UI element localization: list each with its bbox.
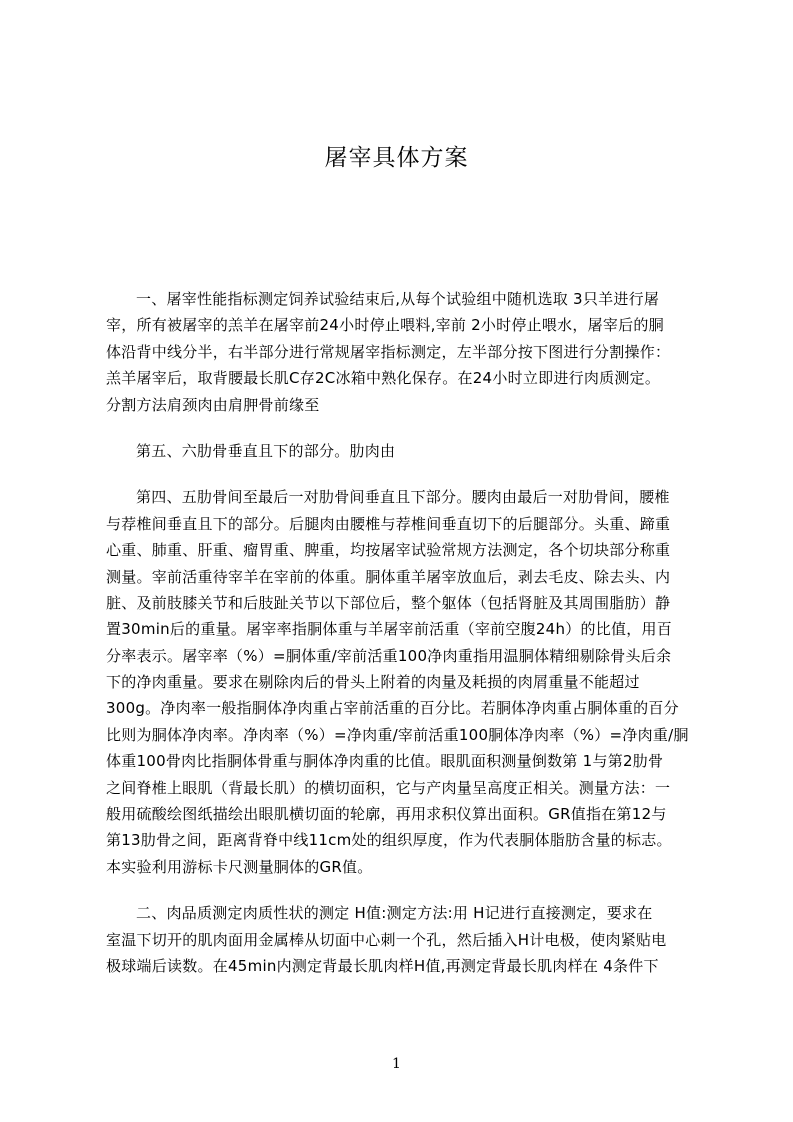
paragraph-gap	[106, 880, 699, 900]
text-line: 本实验利用游标卡尺测量胴体的GR值。	[106, 857, 373, 876]
page-number: 1	[392, 1056, 401, 1072]
text-line: 与荐椎间垂直且下的部分。后腿肉由腰椎与荐椎间垂直切下的后腿部分。头重、蹄重	[106, 514, 671, 533]
text-line: 一、屠宰性能指标测定饲养试验结束后,从每个试验组中随机选取 3只羊进行屠	[136, 290, 660, 308]
text-line: 第四、五肋骨间至最后一对肋骨间垂直且下部分。腰肉由最后一对肋骨间，腰椎	[136, 488, 670, 507]
paragraph-gap	[106, 464, 699, 484]
text-line: 羔羊屠宰后，取背腰最长肌C存2C冰箱中熟化保存。在24小时立即进行肉质测定。	[106, 369, 661, 388]
text-line: 脏、及前肢膝关节和后肢趾关节以下部位后，整个躯体（包括肾脏及其周围脂肪）静	[106, 593, 671, 612]
text-line: 心重、肺重、肝重、瘤胃重、脾重，均按屠宰试验常规方法测定，各个切块部分称重	[106, 541, 671, 560]
text-line: 下的净肉重量。要求在剔除肉后的骨头上附着的肉量及耗损的肉屑重量不能超过	[106, 673, 640, 692]
paragraph-4	[106, 900, 699, 979]
document-body	[106, 286, 699, 979]
text-line: 极球端后读数。在45min内测定背最长肌肉样H值,再测定背最长肌肉样在 4条件下	[106, 956, 659, 975]
text-line: 测量。宰前活重待宰羊在宰前的体重。胴体重羊屠宰放血后，剥去毛皮、除去头、内	[106, 567, 671, 586]
text-line: 体沿背中线分半，右半部分进行常规屠宰指标测定，左半部分按下图进行分割操作：	[106, 342, 671, 361]
paragraph-2	[106, 438, 699, 464]
text-line: 300g。净肉率一般指胴体净肉重占宰前活重的百分比。若胴体净肉重占胴体重的百分	[106, 699, 679, 718]
text-line: 分割方法肩颈肉由肩胛骨前缘至	[106, 395, 320, 414]
paragraph-3	[106, 484, 699, 880]
text-line: 二、肉品质测定肉质性状的测定 H值:测定方法:用 H记进行直接测定，要求在	[136, 904, 653, 923]
text-line: 置30min后的重量。屠宰率指胴体重与羊屠宰前活重（宰前空腹24h）的比值，用百	[106, 620, 672, 639]
text-line: 室温下切开的肌肉面用金属棒从切面中心刺一个孔，然后插入H计电极，使肉紧贴电	[106, 930, 667, 949]
paragraph-1	[106, 286, 699, 418]
document-title: 屠宰具体方案	[324, 145, 469, 171]
text-line: 第五、六肋骨垂直且下的部分。肋肉由	[136, 441, 396, 460]
text-line: 第13肋骨之间，距离背脊中线11cm处的组织厚度，作为代表胴体脂肪含量的标志。	[106, 831, 672, 850]
paragraph-gap	[106, 418, 699, 438]
text-line: 之间脊椎上眼肌（背最长肌）的横切面积，它与产肉量呈高度正相关。测量方法：一	[106, 778, 671, 797]
text-line: 体重100骨肉比指胴体骨重与胴体净肉重的比值。眼肌面积测量倒数第 1与第2肋骨	[106, 752, 664, 771]
text-line: 比则为胴体净肉率。净肉率（%）=净肉重/宰前活重100胴体净肉率（%）=净肉重/胴	[106, 725, 689, 744]
text-line: 宰，所有被屠宰的羔羊在屠宰前24小时停止喂料,宰前 2小时停止喂水，屠宰后的胴	[106, 316, 664, 335]
text-line: 分率表示。屠宰率（%）=胴体重/宰前活重100净肉重指用温胴体精细剔除骨头后余	[106, 646, 672, 665]
text-line: 般用硫酸绘图纸描绘出眼肌横切面的轮廓，再用求积仪算出面积。GR值指在第12与	[106, 805, 667, 824]
